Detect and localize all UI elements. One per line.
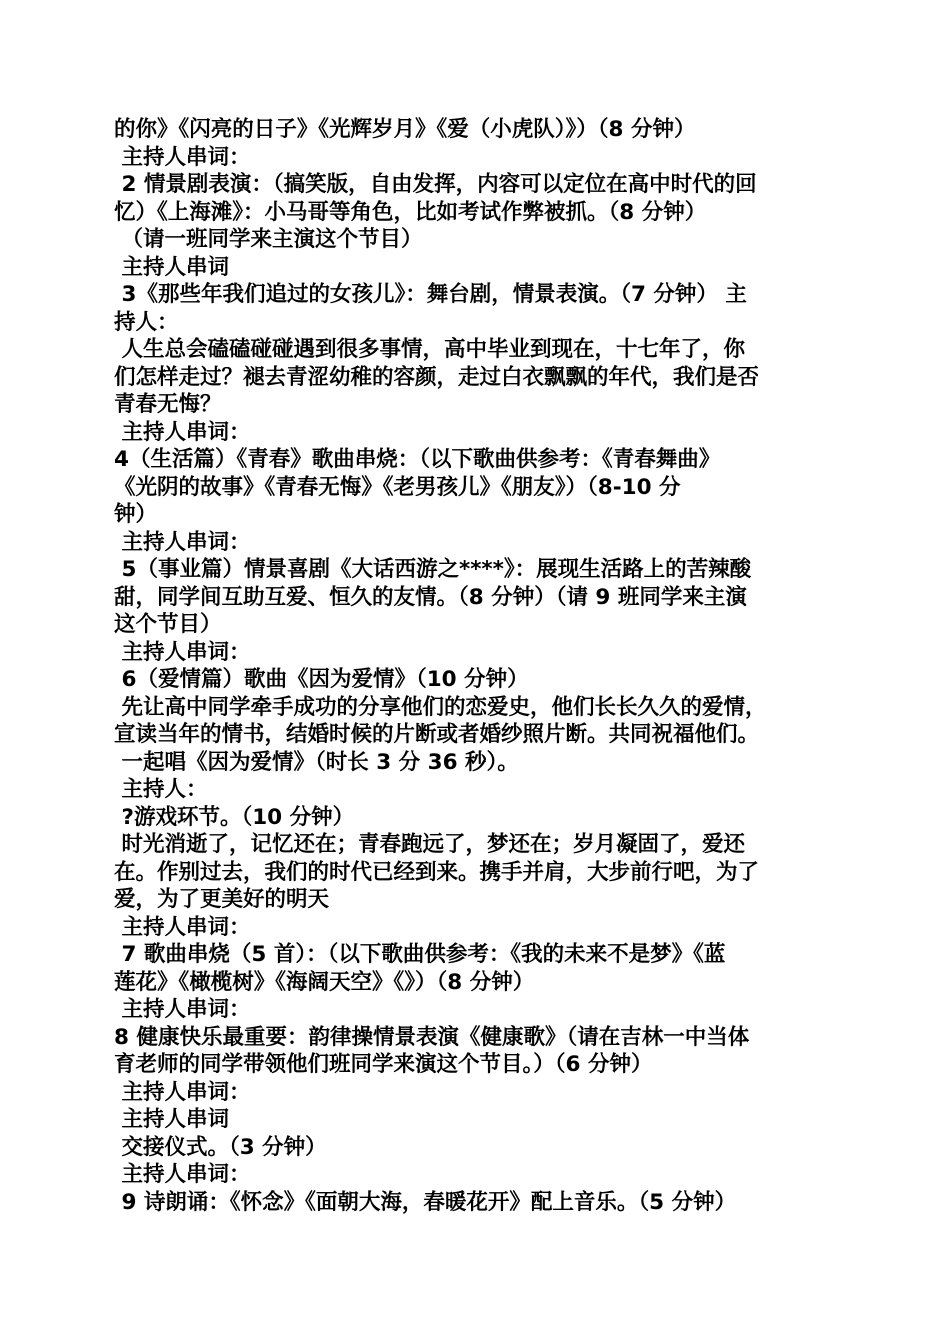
text-line: 持人： [114, 309, 179, 335]
text-line: 主持人串词： [114, 1162, 251, 1187]
text-line: 人生总会磕磕碰碰遇到很多事情，高中毕业到现在，十七年了，你 [114, 337, 745, 362]
text-line: 钟） [114, 502, 158, 527]
text-line: 青春无悔？ [114, 392, 222, 417]
text-line: （请一班同学来主演这个节目） [114, 227, 423, 252]
text-line: 莲花》《橄榄树》《海阔天空》《》）（8 分钟） [114, 969, 535, 995]
text-line: 主持人串词 [114, 1107, 229, 1132]
text-line: 主持人串词： [114, 1079, 251, 1105]
text-line: 6（爱情篇）歌曲《因为爱情》（10 分钟） [114, 667, 529, 692]
text-line: 4（生活篇）《青春》歌曲串烧：（以下歌曲供参考：《青春舞曲》 [114, 447, 721, 472]
text-line: 宣读当年的情书，结婚时候的片断或者婚纱照片断。共同祝福他们。 [114, 722, 760, 747]
text-line: 主持人： [114, 777, 208, 802]
text-line: 3《那些年我们追过的女孩儿》：舞台剧，情景表演。（7 分钟） 主 [114, 282, 747, 307]
text-line: 忆）《上海滩》：小马哥等角色，比如考试作弊被抓。（8 分钟） [114, 199, 707, 225]
text-line: 甜，同学间互助互爱、恒久的友情。（8 分钟）（请 9 班同学来主演 [114, 584, 747, 610]
text-line: 爱，为了更美好的明天 [114, 887, 330, 912]
text-line: 主持人串词： [114, 419, 251, 445]
text-line: 8 健康快乐最重要：韵律操情景表演《健康歌》（请在吉林一中当体 [114, 1024, 750, 1050]
text-line: 主持人串词： [114, 529, 251, 555]
text-line: ?游戏环节。（10 分钟） [114, 804, 355, 830]
text-line: 主持人串词 [114, 254, 229, 280]
text-line: 《光阴的故事》《青春无悔》《老男孩儿》《朋友》）（8-10 分 [114, 474, 681, 500]
text-line: 主持人串词： [114, 144, 251, 170]
text-line: 一起唱《因为爱情》（时长 3 分 36 秒）。 [114, 749, 519, 775]
text-line: 9 诗朗诵：《怀念》《面朝大海，春暖花开》配上音乐。（5 分钟） [114, 1189, 737, 1215]
text-line: 主持人串词： [114, 639, 251, 665]
text-line: 7 歌曲串烧（5 首）：（以下歌曲供参考：《我的未来不是梦》《蓝 [114, 942, 726, 967]
text-line: 2 情景剧表演：（搞笑版，自由发挥，内容可以定位在高中时代的回 [114, 172, 757, 197]
text-line: 育老师的同学带领他们班同学来演这个节目。）（6 分钟） [114, 1052, 653, 1077]
text-line: 们怎样走过？褪去青涩幼稚的容颜，走过白衣飘飘的年代，我们是否 [114, 364, 760, 390]
document-body [114, 116, 834, 1216]
text-line: 在。作别过去，我们的时代已经到来。携手并肩，大步前行吧，为了 [114, 859, 760, 885]
text-line: 5（事业篇）情景喜剧《大话西游之****》：展现生活路上的苦辣酸 [114, 557, 752, 582]
text-line: 的你》《闪亮的日子》《光辉岁月》《爱（小虎队）》）（8 分钟） [114, 117, 696, 142]
text-line: 先让高中同学牵手成功的分享他们的恋爱史，他们长长久久的爱情， [114, 694, 767, 720]
text-line: 主持人串词： [114, 914, 251, 940]
text-line: 这个节目） [114, 612, 222, 637]
text-line: 主持人串词： [114, 997, 251, 1022]
text-line: 时光消逝了，记忆还在；青春跑远了，梦还在；岁月凝固了，爱还 [114, 832, 745, 857]
text-line: 交接仪式。（3 分钟） [114, 1134, 327, 1160]
